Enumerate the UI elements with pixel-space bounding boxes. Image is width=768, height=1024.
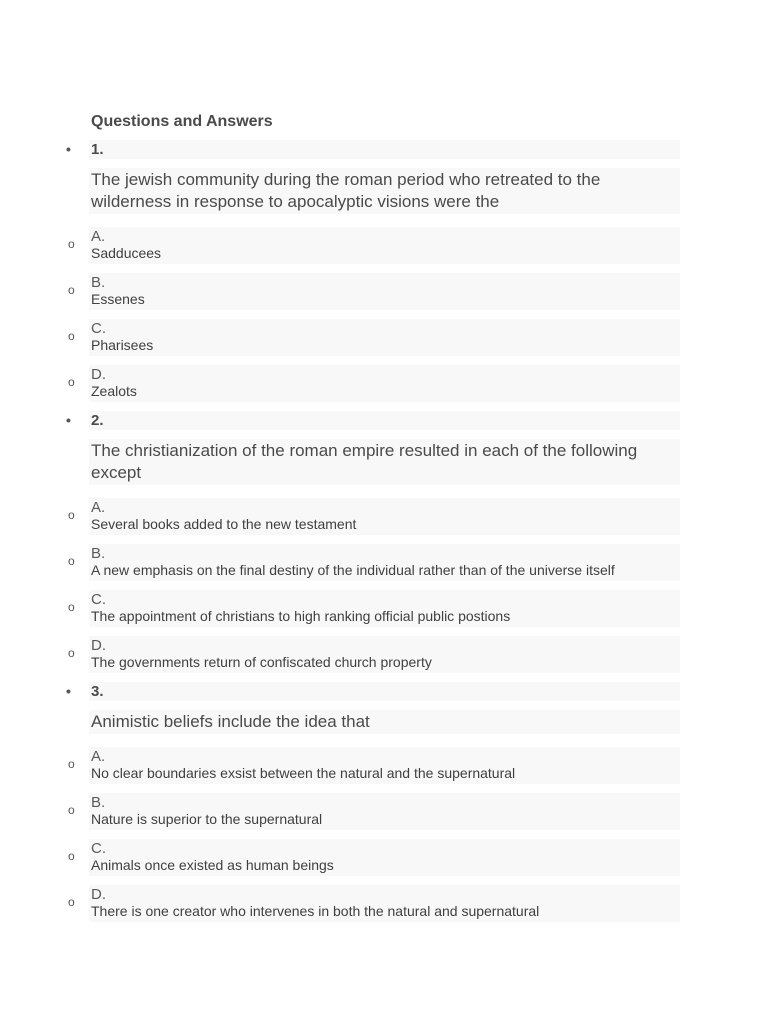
option-text: There is one creator who intervenes in both the natural and supernatural: [91, 903, 540, 919]
option-text: No clear boundaries exsist between the natural and the supernatural: [91, 765, 516, 781]
option-letter: C.: [91, 320, 106, 337]
question-number-row: [66, 140, 680, 159]
option-letter: D.: [91, 637, 106, 654]
question-text: The christianization of the roman empire resulted in each of the following except: [91, 441, 638, 482]
option-text: Nature is superior to the supernatural: [91, 811, 323, 827]
answer-option[interactable]: [68, 636, 680, 673]
question-number: 2.: [91, 412, 104, 429]
answer-option[interactable]: [68, 498, 680, 535]
option-letter: A.: [91, 748, 106, 765]
answer-option[interactable]: [68, 885, 680, 922]
option-letter: A.: [91, 499, 106, 516]
question-text-row: [89, 168, 680, 214]
option-letter: C.: [91, 591, 106, 608]
option-text: Essenes: [91, 291, 145, 307]
question-text: The jewish community during the roman period who retreated to the wilderness in response to apocalyptic visions were the: [91, 170, 601, 211]
option-letter: D.: [91, 886, 106, 903]
circle-bullet-icon: o: [68, 329, 75, 343]
circle-bullet-icon: o: [68, 757, 75, 771]
answer-option[interactable]: [68, 319, 680, 356]
option-letter: A.: [91, 228, 106, 245]
answer-option[interactable]: [68, 839, 680, 876]
option-text: Animals once existed as human beings: [91, 857, 334, 873]
question-text: Animistic beliefs include the idea that: [91, 712, 370, 731]
answer-option[interactable]: [68, 793, 680, 830]
question-text-row: [89, 439, 680, 485]
bullet-icon: •: [66, 683, 71, 699]
circle-bullet-icon: o: [68, 508, 75, 522]
option-text: Pharisees: [91, 337, 154, 353]
circle-bullet-icon: o: [68, 895, 75, 909]
bullet-icon: •: [66, 412, 71, 428]
option-text: The governments return of confiscated church property: [91, 654, 432, 670]
bullet-icon: •: [66, 141, 71, 157]
question-number: 1.: [91, 141, 104, 158]
circle-bullet-icon: o: [68, 803, 75, 817]
circle-bullet-icon: o: [68, 554, 75, 568]
option-text: A new emphasis on the final destiny of the individual rather than of the universe itself: [91, 562, 615, 578]
option-text: The appointment of christians to high ranking official public postions: [91, 608, 511, 624]
question-number-row: [66, 411, 680, 430]
circle-bullet-icon: o: [68, 646, 75, 660]
question-3: [0, 682, 768, 922]
circle-bullet-icon: o: [68, 849, 75, 863]
question-2: [0, 411, 768, 673]
answer-option[interactable]: [68, 365, 680, 402]
option-text: Several books added to the new testament: [91, 516, 357, 532]
answer-option[interactable]: [68, 747, 680, 784]
option-text: Sadducees: [91, 245, 162, 261]
question-list: [0, 140, 768, 931]
answer-option[interactable]: [68, 544, 680, 581]
circle-bullet-icon: o: [68, 375, 75, 389]
question-number: 3.: [91, 683, 104, 700]
option-letter: B.: [91, 274, 106, 291]
answer-option[interactable]: [68, 590, 680, 627]
question-number-row: [66, 682, 680, 701]
answer-option[interactable]: [68, 273, 680, 310]
option-letter: D.: [91, 366, 106, 383]
answer-option[interactable]: [68, 227, 680, 264]
circle-bullet-icon: o: [68, 283, 75, 297]
question-1: [0, 140, 768, 402]
question-text-row: [89, 710, 680, 734]
page-title: Questions and Answers: [91, 113, 273, 130]
circle-bullet-icon: o: [68, 237, 75, 251]
option-letter: C.: [91, 840, 106, 857]
option-text: Zealots: [91, 383, 137, 399]
option-letter: B.: [91, 545, 106, 562]
circle-bullet-icon: o: [68, 600, 75, 614]
option-letter: B.: [91, 794, 106, 811]
